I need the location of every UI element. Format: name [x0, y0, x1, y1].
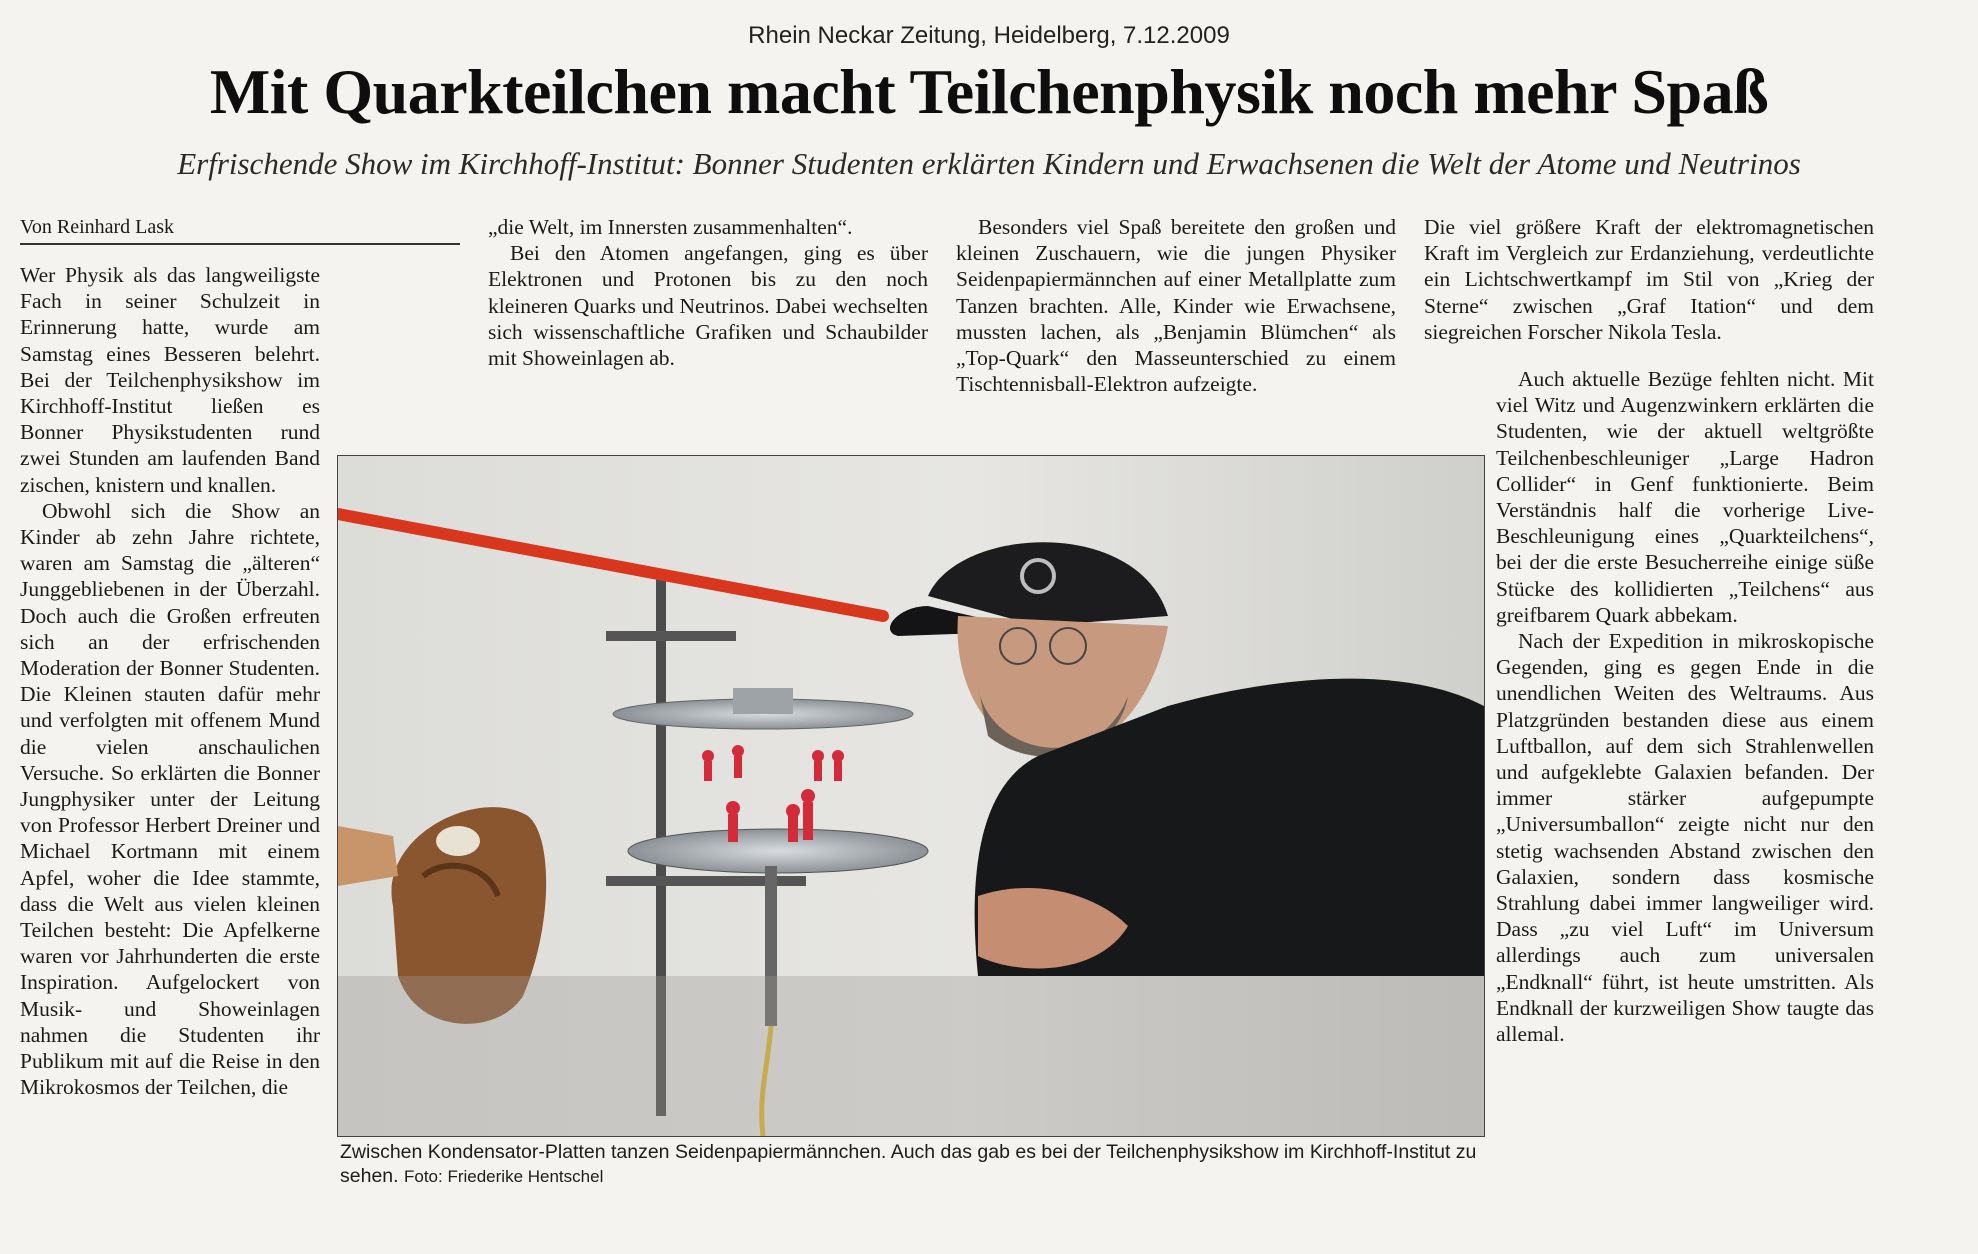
article-column-1 — [20, 262, 320, 1192]
photo-credit: Foto: Friederike Hentschel — [403, 1167, 604, 1186]
photo-illustration — [338, 456, 1484, 1136]
byline: Von Reinhard Lask — [20, 216, 460, 245]
subheadline: Erfrischende Show im Kirchhoff-Institut: Bonner Studenten erklärten Kindern und Erwachsenen die Welt der Atome und Neutrinos — [177, 146, 1801, 181]
paragraph: Die viel größere Kraft der elektromagnetischen Kraft im Vergleich zur Erdanziehung, verdeutlichte ein Lichtschwertkampf im Stil von „Krieg der Sterne“ zwischen „Graf Itation“ und dem siegreichen Forscher Nikola Tesla. — [1424, 215, 1874, 344]
paragraph: Besonders viel Spaß bereitete den großen und kleinen Zuschauern, wie die jungen Physiker Seidenpapiermännchen auf einer Metallplatte zum Tanzen brachten. Alle, Kinder wie Erwachsene, mussten lachen, als „Benjamin Blümchen“ als „Top-Quark“ den Masseunterschied zu einem Tischtennisball-Elektron aufzeigte. — [956, 215, 1396, 397]
plate-mount — [733, 688, 793, 714]
lower-capacitor-plate — [628, 829, 928, 873]
source-line: Rhein Neckar Zeitung, Heidelberg, 7.12.2009 — [748, 22, 1230, 49]
headline: Mit Quarkteilchen macht Teilchenphysik noch mehr Spaß — [209, 56, 1769, 127]
paragraph: „die Welt, im Innersten zusammenhalten“. — [488, 215, 853, 239]
paragraph: Obwohl sich die Show an Kinder ab zehn Jahre richtete, waren am Samstag die „älteren“ Junggebliebenen in der Überzahl. Doch auch die Großen erfreuten sich an der erfrischenden Moderation der Bonner Studenten. Die Kleinen stauten dafür mehr und verfolgten mit offenem Mund die vielen anschaulichen Versuche. So erklärten die Bonner Jungphysiker unter der Leitung von Professor Herbert Dreiner und Michael Kortmann mit einem Apfel, woher die Idee stammte, dass die Welt aus vielen kleinen Teilchen besteht: Die Apfelkerne waren vor Jahrhunderten die erste Inspiration. Aufgelockert von Musik- und Showeinlagen nahmen die Studenten ihr Publikum mit auf die Reise in den Mikrokosmos der Teilchen, die — [20, 498, 320, 1100]
paragraph: Bei den Atomen angefangen, ging es über Elektronen und Protonen bis zu den noch kleineren Quarks und Neutrinos. Dabei wechselten sich wissenschaftliche Grafiken und Schaubilder mit Showeinlagen ab. — [488, 241, 928, 371]
paragraph: Auch aktuelle Bezüge fehlten nicht. Mit viel Witz und Augenzwinkern erklärten die Studenten, wie der aktuell weltgrößte Teilchenbeschleuniger „Large Hadron Collider“ in Genf funktionierte. Beim Verständnis half die vorherige Live-Beschleunigung eines „Quarkteilchens“, bei der die erste Besucherreihe einige süße Stücke des kollidierten „Teilchens“ aus greifbarem Quark abbekam. — [1496, 367, 1874, 627]
article-column-2 — [488, 214, 928, 446]
paragraph: Wer Physik als das langweiligste Fach in seiner Schulzeit in Erinnerung hatte, wurde am Samstag eines Besseren belehrt. Bei der Teilchenphysikshow im Kirchhoff-Institut ließen es Bonner Physikstudenten rund zwei Stunden am laufenden Band zischen, knistern und knallen. — [20, 263, 320, 497]
caption-text: Zwischen Kondensator-Platten tanzen Seidenpapiermännchen. Auch das gab es bei der Teilchenphysikshow im Kirchhoff-Institut zu sehen. — [340, 1141, 1477, 1187]
paragraph: Nach der Expedition in mikroskopische Gegenden, ging es gegen Ende in die unendlichen Weiten des Weltraums. Aus Platzgründen bestanden diese aus einem Luftballon, auf dem sich Strahlenwellen und aufgeklebte Galaxien befanden. Der immer stärker aufgepumpte „Universumballon“ zeigte nicht nur den stetig wachsenden Abstand zwischen den Galaxien, sondern dass kosmische Strahlung dabei immer langweiliger wird. Dass „zu viel Luft“ im Universum allerdings auch zum universalen „Endknall“ führt, ist heute umstritten. Als Endknall der kurzweiligen Show taugte das allemal. — [1496, 629, 1874, 1047]
photo-caption — [340, 1140, 1490, 1189]
article-column-4-lower — [1496, 366, 1874, 1186]
article-photo — [337, 455, 1485, 1137]
article-column-3 — [956, 214, 1396, 446]
stand-clamp — [606, 631, 736, 641]
